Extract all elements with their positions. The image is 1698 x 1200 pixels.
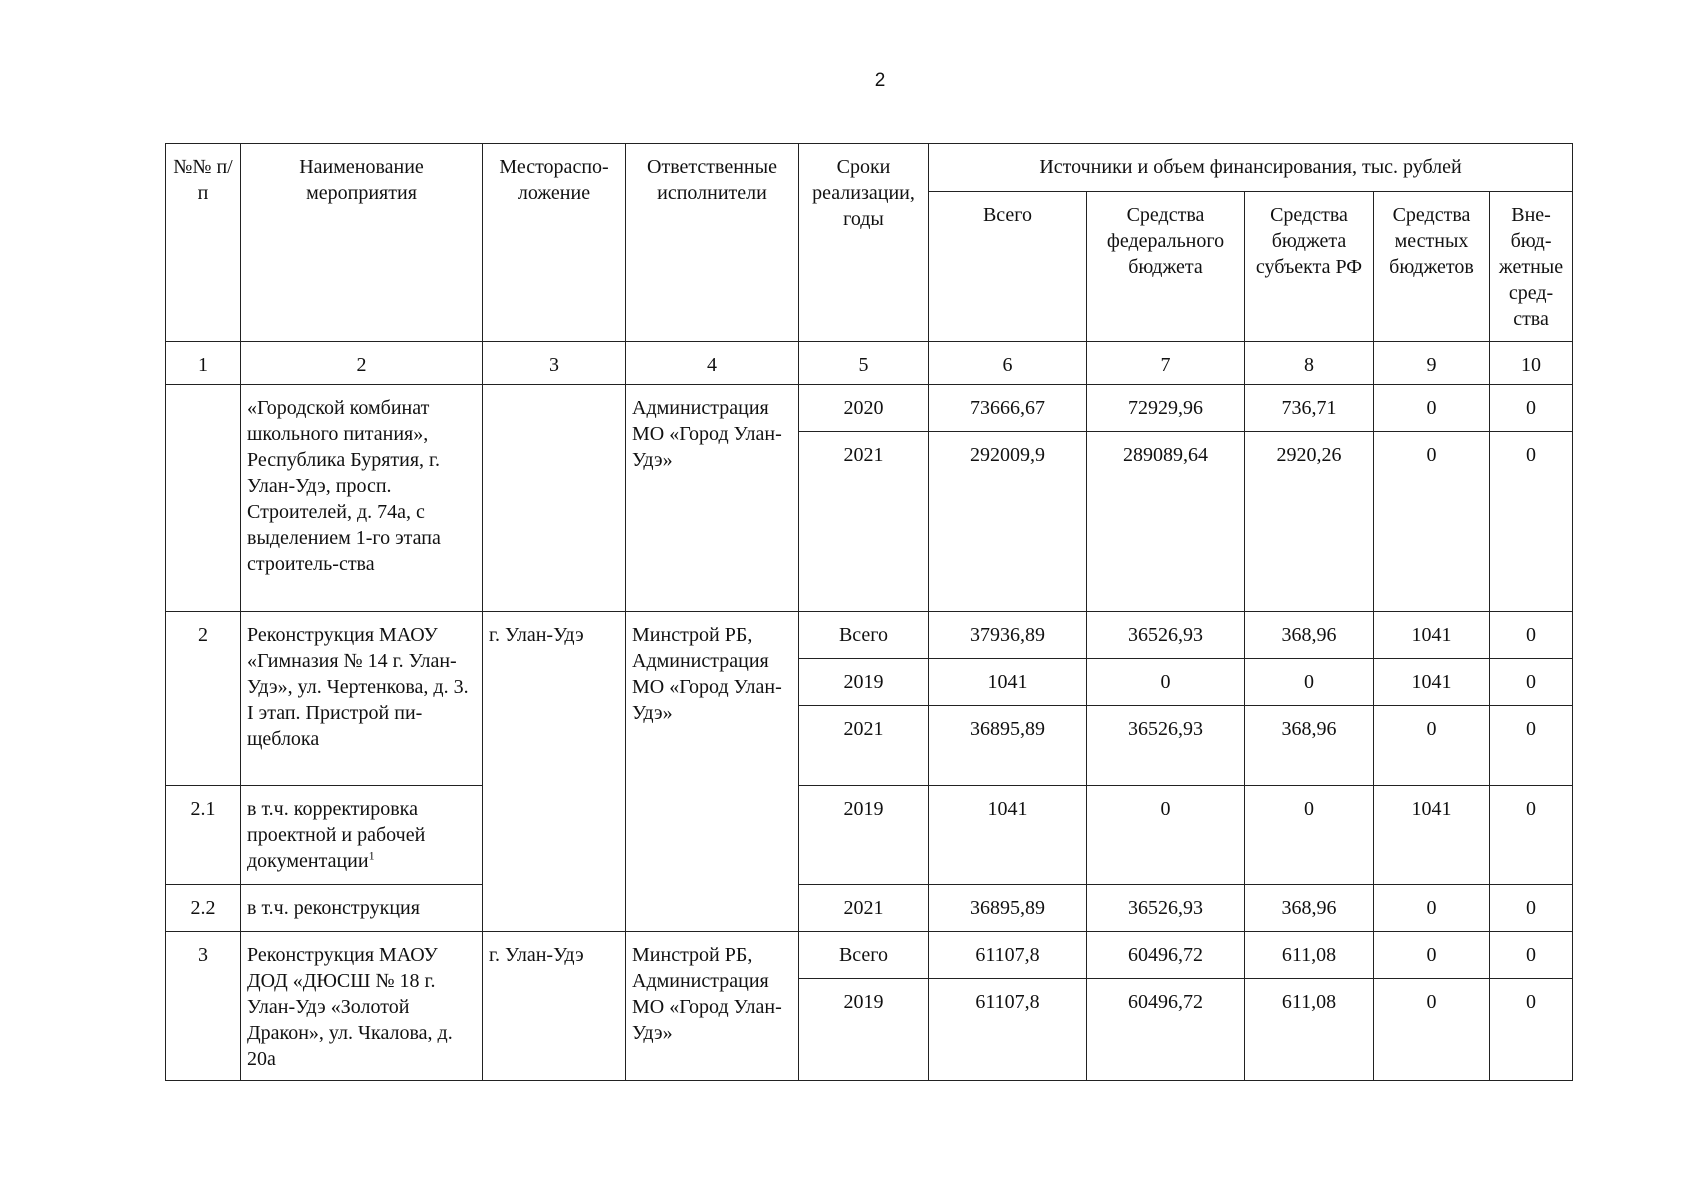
cell-local: 1041 [1374,612,1490,659]
header-num: №№ п/п [166,144,241,342]
row-num [166,385,241,612]
financing-table [165,143,1573,1081]
cell-subject: 368,96 [1245,885,1374,932]
cell-federal: 72929,96 [1087,385,1245,432]
cell-extra: 0 [1490,385,1573,432]
page-number: 2 [874,70,886,91]
header-subject: Средства бюджета субъекта РФ [1245,192,1374,342]
cell-local: 0 [1374,706,1490,786]
cell-subject: 0 [1245,659,1374,706]
header-name: Наименование мероприятия [241,144,483,342]
cell-local: 1041 [1374,786,1490,885]
row-name: в т.ч. корректировка проектной и рабочей документации [247,798,426,872]
cell-local: 0 [1374,979,1490,1081]
column-numbers-row [166,342,1573,385]
cell-local: 0 [1374,385,1490,432]
row-name: «Городской комбинат школьного питания», Республика Бурятия, г. Улан-Удэ, просп. Строителей, д. 74а, с выделением 1-го этапа строитель-ства [241,385,483,612]
table-row [166,612,1573,659]
cell-extra: 0 [1490,432,1573,612]
header-extra: Вне-бюд-жетные сред-ства [1490,192,1573,342]
row-responsible: Администрация МО «Город Улан-Удэ» [626,385,799,612]
cell-year: 2021 [799,885,929,932]
column-number: 4 [626,342,799,385]
row-location [483,385,626,612]
cell-federal: 36526,93 [1087,706,1245,786]
row-name-cell [241,786,483,885]
cell-year: 2019 [799,979,929,1081]
row-location: г. Улан-Удэ [483,932,626,1081]
footnote-mark: 1 [368,848,375,863]
cell-federal: 0 [1087,786,1245,885]
cell-total: 37936,89 [929,612,1087,659]
cell-total: 61107,8 [929,979,1087,1081]
row-responsible: Минстрой РБ, Администрация МО «Город Улан-Удэ» [626,932,799,1081]
header-total: Всего [929,192,1087,342]
cell-year: Всего [799,612,929,659]
header-financing: Источники и объем финансирования, тыс. рублей [929,144,1573,192]
cell-federal: 60496,72 [1087,932,1245,979]
row-num: 2.1 [166,786,241,885]
cell-total: 36895,89 [929,885,1087,932]
cell-total: 292009,9 [929,432,1087,612]
row-name: в т.ч. реконструкция [241,885,483,932]
cell-subject: 368,96 [1245,706,1374,786]
cell-local: 0 [1374,932,1490,979]
cell-federal: 60496,72 [1087,979,1245,1081]
cell-federal: 289089,64 [1087,432,1245,612]
header-federal: Средства федерального бюджета [1087,192,1245,342]
row-num: 3 [166,932,241,1081]
row-num: 2.2 [166,885,241,932]
cell-total: 36895,89 [929,706,1087,786]
cell-extra: 0 [1490,786,1573,885]
header-local: Средства местных бюджетов [1374,192,1490,342]
cell-total: 61107,8 [929,932,1087,979]
cell-total: 73666,67 [929,385,1087,432]
cell-subject: 611,08 [1245,932,1374,979]
table-row [166,786,1573,885]
column-number: 6 [929,342,1087,385]
cell-extra: 0 [1490,659,1573,706]
table-row [166,885,1573,932]
cell-total: 1041 [929,659,1087,706]
column-number: 5 [799,342,929,385]
cell-subject: 736,71 [1245,385,1374,432]
table-row [166,385,1573,432]
cell-extra: 0 [1490,979,1573,1081]
cell-extra: 0 [1490,612,1573,659]
cell-subject: 368,96 [1245,612,1374,659]
cell-year: 2020 [799,385,929,432]
column-number: 8 [1245,342,1374,385]
cell-year: 2019 [799,786,929,885]
column-number: 7 [1087,342,1245,385]
cell-local: 1041 [1374,659,1490,706]
cell-subject: 611,08 [1245,979,1374,1081]
row-num: 2 [166,612,241,786]
cell-subject: 0 [1245,786,1374,885]
row-name: Реконструкция МАОУ «Гимназия № 14 г. Улан-Удэ», ул. Чертенкова, д. 3. I этап. Пристрой пи-щеблока [241,612,483,786]
header-terms: Сроки реализации, годы [799,144,929,342]
cell-federal: 36526,93 [1087,885,1245,932]
cell-year: 2021 [799,432,929,612]
row-responsible: Минстрой РБ, Администрация МО «Город Улан-Удэ» [626,612,799,932]
cell-total: 1041 [929,786,1087,885]
row-name: Реконструкция МАОУ ДОД «ДЮСШ № 18 г. Улан-Удэ «Золотой Дракон», ул. Чкалова, д. 20а [241,932,483,1081]
header-row [166,144,1573,192]
header-responsible: Ответственные исполнители [626,144,799,342]
column-number: 3 [483,342,626,385]
cell-extra: 0 [1490,932,1573,979]
column-number: 2 [241,342,483,385]
cell-federal: 0 [1087,659,1245,706]
row-location: г. Улан-Удэ [483,612,626,932]
cell-year: Всего [799,932,929,979]
cell-local: 0 [1374,432,1490,612]
cell-federal: 36526,93 [1087,612,1245,659]
header-location: Местораспо-ложение [483,144,626,342]
column-number: 10 [1490,342,1573,385]
cell-local: 0 [1374,885,1490,932]
cell-year: 2019 [799,659,929,706]
column-number: 9 [1374,342,1490,385]
cell-extra: 0 [1490,706,1573,786]
column-number: 1 [166,342,241,385]
table-row [166,932,1573,979]
cell-year: 2021 [799,706,929,786]
cell-subject: 2920,26 [1245,432,1374,612]
cell-extra: 0 [1490,885,1573,932]
